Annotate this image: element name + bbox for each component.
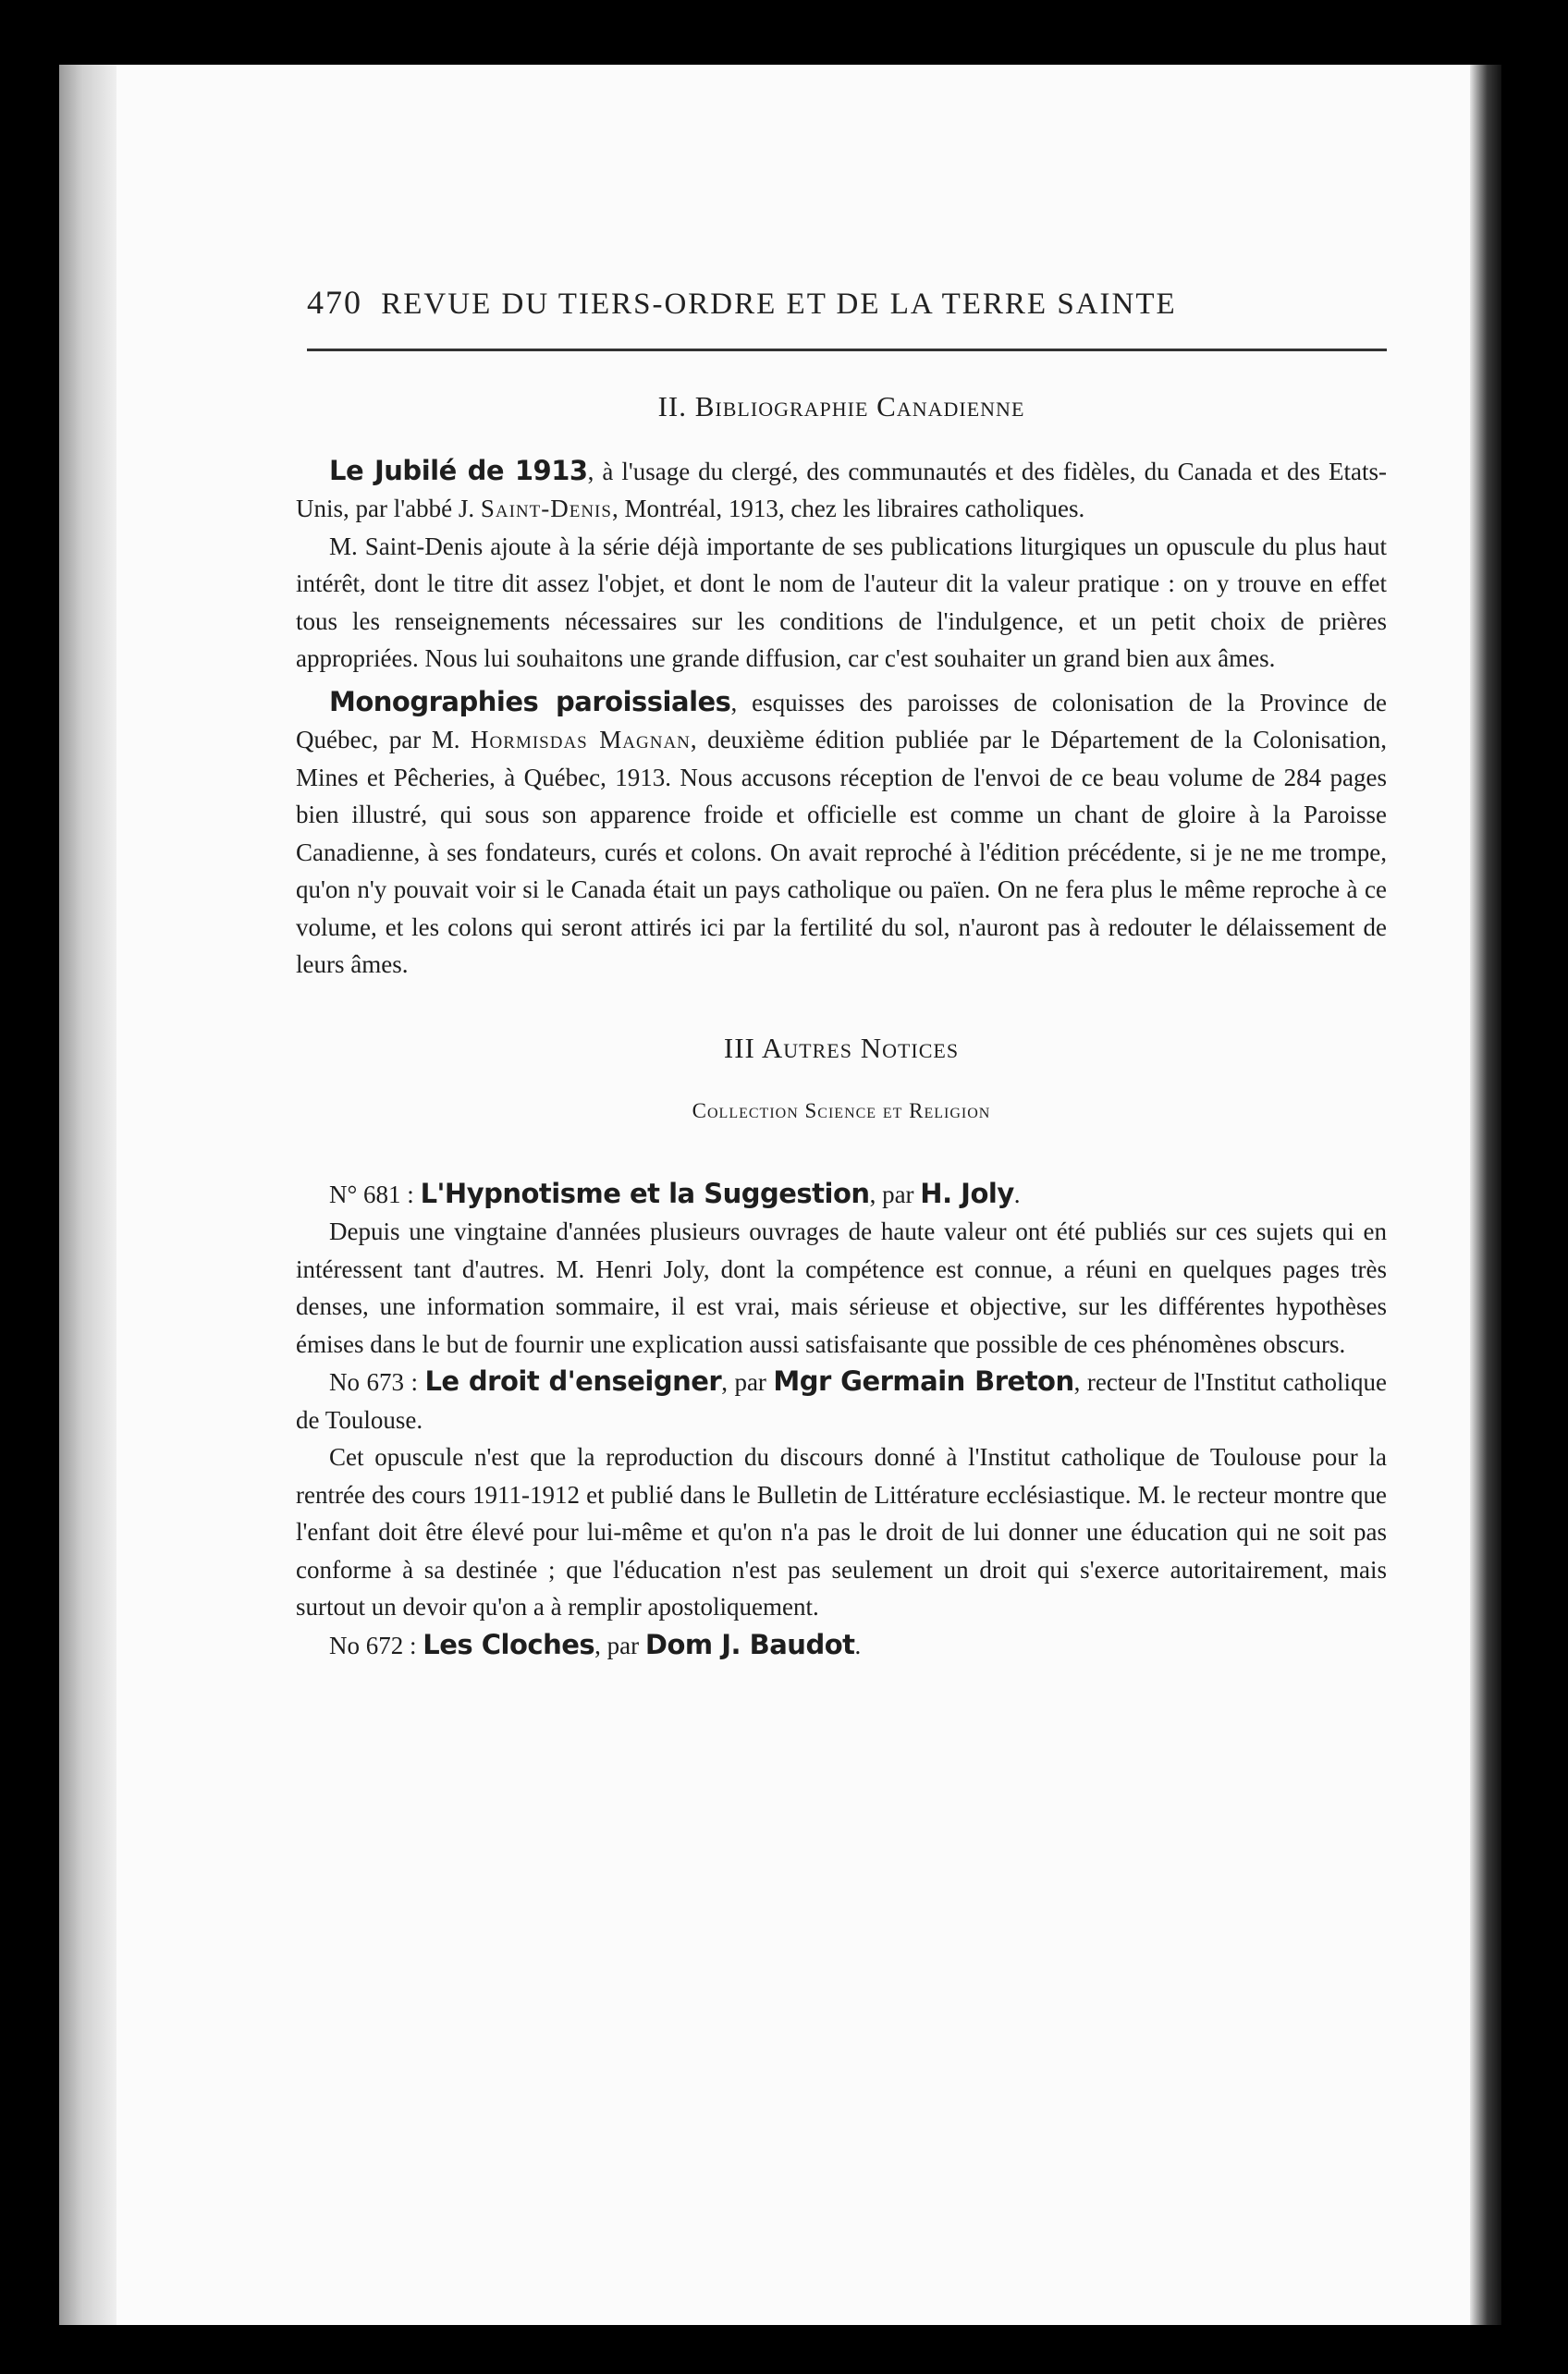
entry-text: , Montréal, 1913, chez les libraires catholiques.: [611, 495, 1085, 522]
subsection-title: Collection Science et Religion: [692, 1099, 991, 1122]
entry-author: H. Joly: [920, 1177, 1014, 1209]
entry-title: Monographies paroissiales: [329, 685, 731, 717]
entry-title: L'Hypnotisme et la Suggestion: [420, 1177, 870, 1209]
entry-text: , à l'usage du clergé, des communautés et des fidèles, du Canada et des Etats-Unis, par l'abbé J.: [296, 457, 1387, 522]
entry-title: Le Jubilé de 1913: [329, 454, 588, 486]
entry-author: Mgr Germain Breton: [773, 1365, 1074, 1397]
notice-number: No 672 :: [329, 1631, 423, 1659]
section-title-bibliographie: II. Bibliographie Canadienne: [657, 390, 1025, 422]
book-page: [59, 65, 1501, 2325]
entry-text: , recteur de l'Institut catholique de Toulouse.: [296, 1368, 1388, 1434]
entry-monographies: [296, 683, 1387, 984]
entry-text: .: [1013, 1180, 1021, 1208]
entry-jubile-citation: [296, 452, 1387, 528]
entry-text: , par: [594, 1631, 645, 1659]
entry-title: Les Cloches: [423, 1628, 595, 1660]
entry-text: , deuxième édition publiée par le Département de la Colonisation, Mines et Pêcheries, à Québec, 1913. Nous accusons réception de l'envoi de ce beau volume de 284 pages bien illustré, qui sous son apparence froide et officielle est comme un chant de gloire à la Paroisse Canadienne, à ses fondateurs, curés et colons. On avait reproché à l'édition précédente, si je ne me trompe, qu'on n'y pouvait voir si le Canada était un pays catholique ou païen. On ne fera plus le même reproche à ce volume, et les colons qui seront attirés ici par la fertilité du sol, n'auront pas à redouter le délaissement de leurs âmes.: [296, 726, 1387, 978]
entry-author: Hormisdas Magnan: [471, 726, 691, 753]
notice-number: N° 681 :: [329, 1180, 421, 1208]
running-header: [307, 283, 1387, 322]
entry-text: , par: [721, 1368, 774, 1396]
notice-681-review: Depuis une vingtaine d'années plusieurs ouvrages de haute valeur ont été publiés sur ces sujets qui en intéressent tant d'autres. M. Henri Joly, dont la compétence est connue, a réuni en quelques pages très denses, une information sommaire, il est vrai, mais sérieuse et objective, sur les différentes hypothèses émises dans le but de fournir une explication aussi satisfaisante que possible de ces phénomènes obscurs.: [296, 1218, 1387, 1358]
notice-number: No 673 :: [329, 1368, 425, 1396]
notice-672-heading: [296, 1626, 1387, 1665]
section-title-autres-notices: III Autres Notices: [723, 1031, 960, 1064]
entry-text: , esquisses des paroisses de colonisation de la Province de Québec, par M.: [296, 688, 1387, 753]
running-title: REVUE DU TIERS-ORDRE ET DE LA TERRE SAINTE: [381, 288, 1177, 321]
page-edge-shadow: [1470, 65, 1501, 2325]
notice-673-review: Cet opuscule n'est que la reproduction du discours donné à l'Institut catholique de Toulouse pour la rentrée des cours 1911-1912 et publié dans le Bulletin de Littérature ecclésiastique. M. le recteur montre que l'enfant doit être élevé pour lui-même et qu'on n'a pas le droit de lui donner une éducation qui ne soit pas conforme à sa destinée ; que l'éducation n'est pas seulement un droit qui s'exerce autoritairement, mais surtout un devoir qu'on a à remplir apostoliquement.: [296, 1443, 1387, 1621]
notice-673-heading: [296, 1363, 1387, 1438]
notice-681-heading: [296, 1175, 1387, 1214]
header-rule: [307, 349, 1387, 351]
entry-title: Le droit d'enseigner: [424, 1365, 722, 1397]
entry-author: Dom J. Baudot: [644, 1628, 855, 1660]
entry-author: Saint-Denis: [480, 495, 612, 522]
page-body: [296, 388, 1387, 1664]
entry-jubile-review: M. Saint-Denis ajoute à la série déjà importante de ses publications liturgiques un opuscule du plus haut intérêt, dont le titre dit assez l'objet, et dont le nom de l'auteur dit la valeur pratique : on y trouve en effet tous les renseignements nécessaires sur les conditions de l'indulgence, et un petit choix de prières appropriées. Nous lui souhaitons une grande diffusion, car c'est souhaiter un grand bien aux âmes.: [296, 532, 1387, 672]
entry-text: , par: [869, 1180, 921, 1208]
page-gutter-shadow: [59, 65, 116, 2325]
entry-text: .: [854, 1631, 862, 1659]
page-number: 470: [307, 284, 362, 321]
